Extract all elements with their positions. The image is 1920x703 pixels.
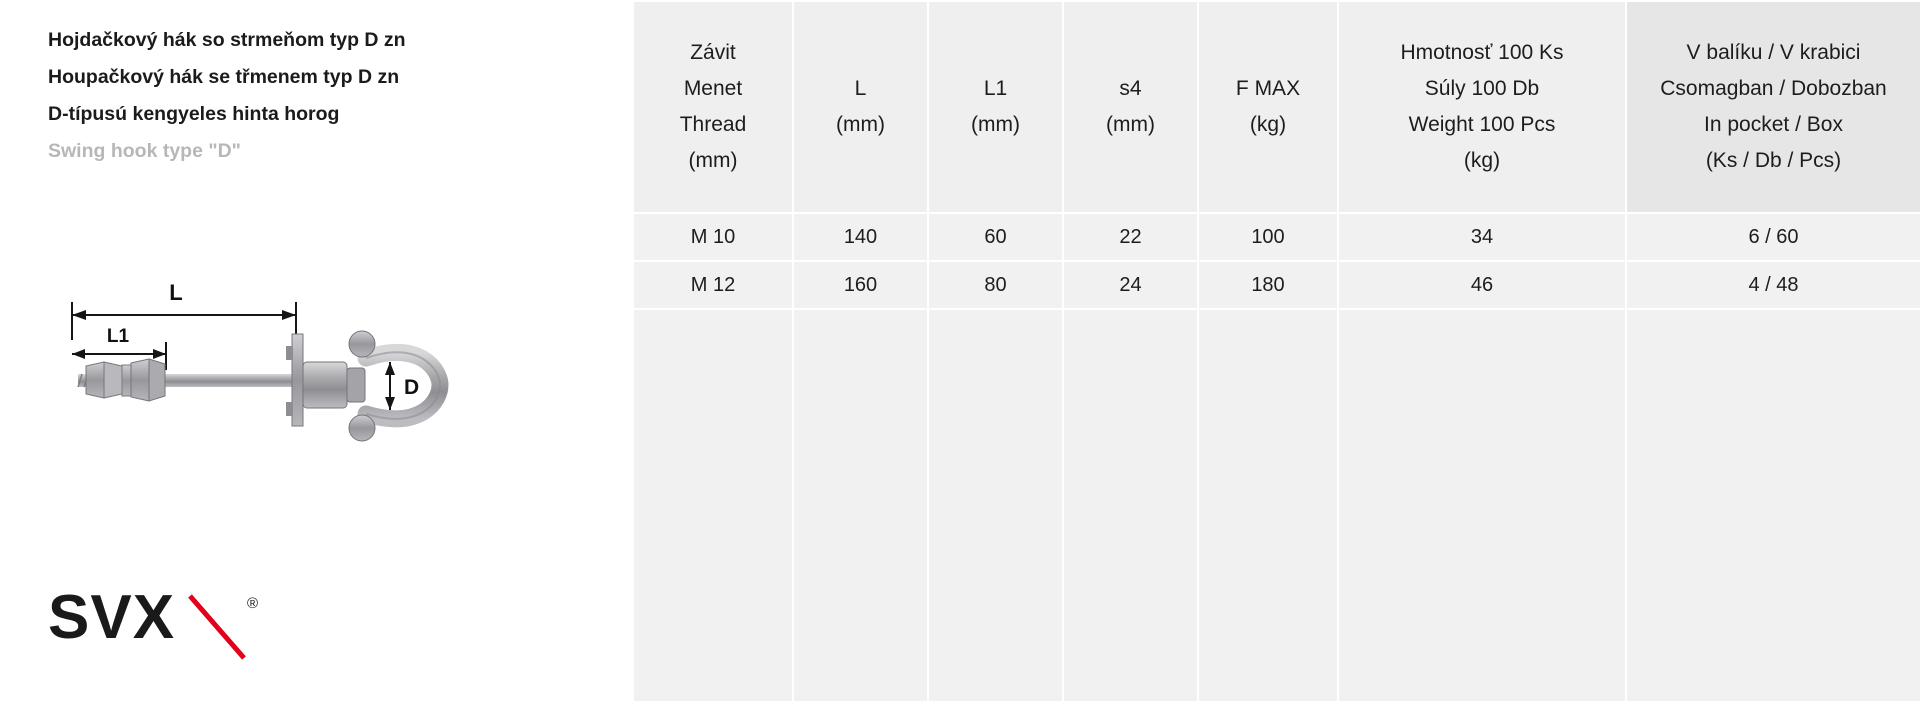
product-illustration	[48, 262, 558, 502]
cell-empty	[633, 309, 793, 702]
product-titles	[48, 22, 608, 170]
column-header-packaging	[1626, 1, 1920, 213]
product-title-sk: Hojdačkový hák so strmeňom typ D zn	[48, 29, 406, 51]
hook-bolt-bottom	[349, 415, 375, 441]
hook-flange-tab-bottom	[286, 402, 293, 416]
column-header-l	[793, 1, 928, 213]
product-panel	[0, 0, 632, 703]
column-header-packaging-line-3: In pocket / Box	[1704, 113, 1843, 136]
table-empty-space	[633, 309, 1920, 702]
column-header-l-label: L	[854, 77, 867, 100]
cell-s4: 22	[1063, 213, 1198, 261]
column-header-packaging-line-2: Csomagban / Dobozban	[1660, 77, 1887, 100]
dimension-d	[385, 362, 395, 410]
column-header-l1	[928, 1, 1063, 213]
column-header-l1-unit: (mm)	[971, 113, 1020, 136]
cell-thread: M 12	[633, 261, 793, 309]
column-header-l-unit: (mm)	[836, 113, 885, 136]
column-header-weight-line-2: Súly 100 Db	[1424, 77, 1540, 100]
product-title-cz: Houpačkový hák se třmenem typ D zn	[48, 66, 400, 88]
cell-l: 160	[793, 261, 928, 309]
cell-l1: 80	[928, 261, 1063, 309]
cell-l1: 60	[928, 213, 1063, 261]
column-header-thread-unit: (mm)	[688, 149, 738, 172]
column-header-s4	[1063, 1, 1198, 213]
swing-hook-drawing	[48, 262, 558, 502]
table-row	[633, 213, 1920, 261]
cell-s4: 24	[1063, 261, 1198, 309]
spec-table-container	[632, 0, 1920, 703]
spec-table-body	[633, 213, 1920, 702]
cell-l: 140	[793, 213, 928, 261]
table-row	[633, 261, 1920, 309]
hook-body	[303, 362, 347, 408]
hook-bolt-top	[349, 331, 375, 357]
brand-logo	[48, 582, 278, 662]
column-header-packaging-line-1: V balíku / V krabici	[1686, 41, 1861, 64]
cell-fmax: 100	[1198, 213, 1338, 261]
column-header-l1-label: L1	[983, 77, 1008, 100]
product-title-hu: D-típusú kengyeles hinta horog	[48, 103, 340, 125]
hook-nut-1	[86, 362, 104, 398]
cell-packaging: 6 / 60	[1626, 213, 1920, 261]
column-header-fmax-unit: (kg)	[1249, 113, 1287, 136]
cell-empty	[1063, 309, 1198, 702]
column-header-packaging-unit: (Ks / Db / Pcs)	[1705, 149, 1842, 172]
column-header-weight-unit: (kg)	[1463, 149, 1501, 172]
column-header-fmax-label: F MAX	[1235, 77, 1301, 100]
hook-washer-1	[122, 365, 131, 396]
dimension-label-l: L	[169, 280, 183, 305]
column-header-fmax	[1198, 1, 1338, 213]
cell-empty	[793, 309, 928, 702]
hook-body-neck	[347, 368, 365, 402]
column-header-thread-line-3: Thread	[679, 113, 747, 136]
column-header-weight-line-3: Weight 100 Pcs	[1408, 113, 1556, 136]
dimension-label-l1: L1	[106, 326, 130, 347]
cell-empty	[1198, 309, 1338, 702]
hook-nut-3	[131, 359, 149, 401]
svx-logo	[48, 582, 278, 662]
cell-weight: 34	[1338, 213, 1626, 261]
cell-empty	[1626, 309, 1920, 702]
logo-wordmark: SVX	[48, 583, 176, 652]
hook-flange	[292, 334, 303, 426]
product-title-en: Swing hook type "D"	[48, 140, 241, 162]
hook-flange-tab-top	[286, 346, 293, 360]
logo-registered-mark: ®	[247, 595, 259, 612]
cell-empty	[928, 309, 1063, 702]
dimension-l	[72, 302, 296, 358]
column-header-thread	[633, 1, 793, 213]
cell-packaging: 4 / 48	[1626, 261, 1920, 309]
cell-weight: 46	[1338, 261, 1626, 309]
logo-red-slash	[190, 596, 244, 658]
spec-table-header-row	[633, 1, 1920, 213]
dimension-label-d: D	[404, 376, 420, 399]
cell-thread: M 10	[633, 213, 793, 261]
column-header-thread-line-1: Závit	[690, 41, 736, 64]
hook-nut-4	[149, 359, 165, 401]
spec-table	[632, 0, 1920, 703]
column-header-thread-line-2: Menet	[683, 77, 743, 100]
hook-nut-2	[104, 362, 122, 398]
column-header-weight-line-1: Hmotnosť 100 Ks	[1400, 41, 1564, 64]
column-header-s4-label: s4	[1119, 77, 1142, 100]
column-header-weight	[1338, 1, 1626, 213]
column-header-s4-unit: (mm)	[1106, 113, 1155, 136]
cell-empty	[1338, 309, 1626, 702]
cell-fmax: 180	[1198, 261, 1338, 309]
spec-table-head	[633, 1, 1920, 213]
